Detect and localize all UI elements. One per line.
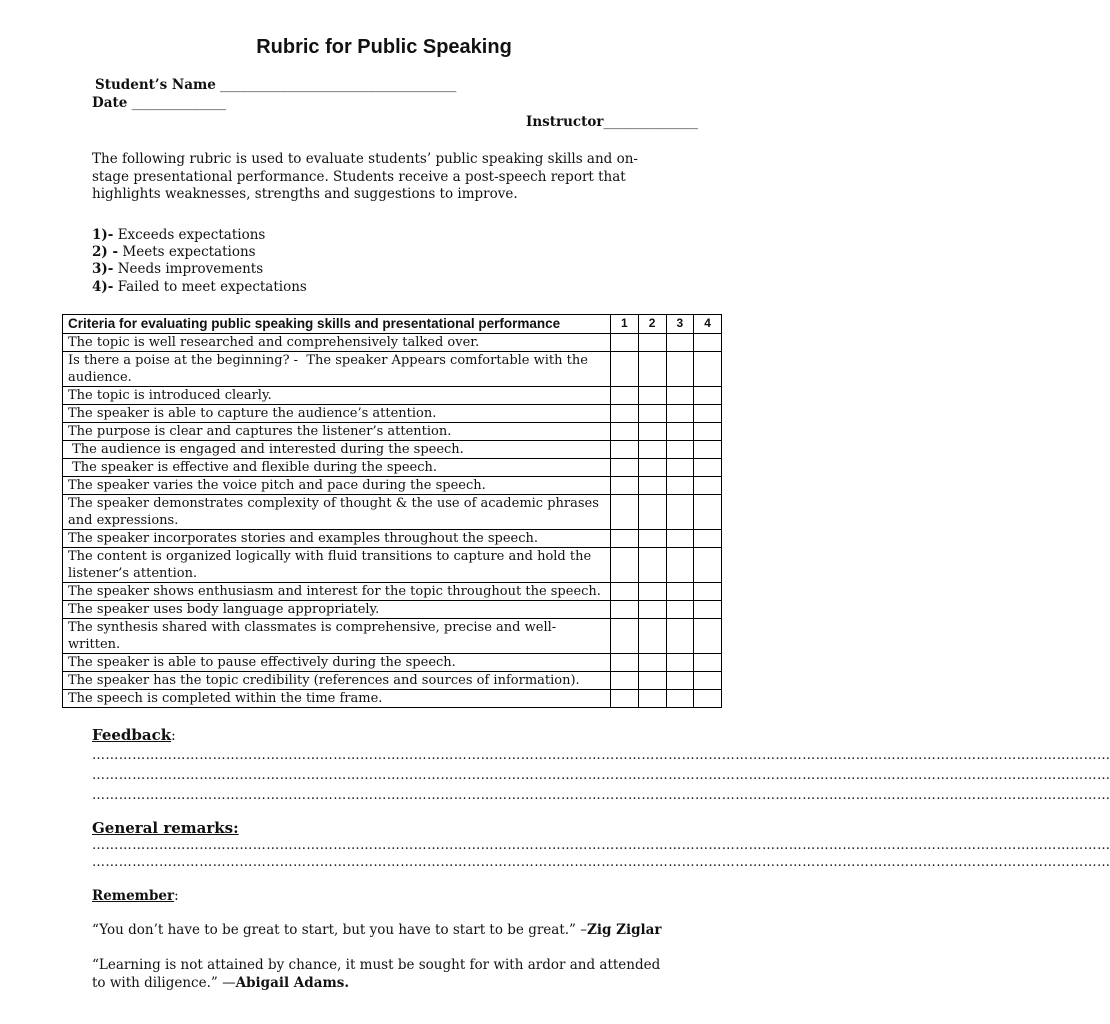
- score-cell-3[interactable]: [666, 334, 694, 352]
- score-cell-1[interactable]: [611, 530, 639, 548]
- score-cell-1[interactable]: [611, 601, 639, 619]
- table-row: [63, 690, 722, 708]
- score-cell-2[interactable]: [638, 441, 666, 459]
- general-remarks-heading: General remarks:: [92, 819, 239, 837]
- criterion-cell: The speaker has the topic credibility (references and sources of information).: [63, 672, 611, 690]
- score-cell-1[interactable]: [611, 548, 639, 583]
- criterion-cell: The speaker shows enthusiasm and interest for the topic throughout the speech.: [63, 583, 611, 601]
- score-cell-3[interactable]: [666, 530, 694, 548]
- instructor-field[interactable]: [526, 114, 698, 130]
- score-cell-1[interactable]: [611, 672, 639, 690]
- score-cell-2[interactable]: [638, 387, 666, 405]
- score-cell-1[interactable]: [611, 387, 639, 405]
- criterion-cell: The audience is engaged and interested during the speech.: [63, 441, 611, 459]
- score-cell-1[interactable]: [611, 690, 639, 708]
- instructor-blank[interactable]: ______________: [603, 114, 698, 130]
- table-row: [63, 654, 722, 672]
- score-cell-3[interactable]: [666, 654, 694, 672]
- table-row: [63, 530, 722, 548]
- score-cell-2[interactable]: [638, 459, 666, 477]
- scale-item: [92, 261, 307, 278]
- score-cell-1[interactable]: [611, 583, 639, 601]
- score-cell-4[interactable]: [694, 441, 722, 459]
- table-row: [63, 423, 722, 441]
- feedback-line[interactable]: …………………………………………………………………………………………………………………………………………………………………………………………………………: [92, 748, 1110, 763]
- table-row: [63, 441, 722, 459]
- score-cell-3[interactable]: [666, 548, 694, 583]
- scale-item: [92, 279, 307, 296]
- score-cell-4[interactable]: [694, 352, 722, 387]
- criterion-cell: The speaker uses body language appropriately.: [63, 601, 611, 619]
- score-cell-3[interactable]: [666, 672, 694, 690]
- scale-text: Failed to meet expectations: [117, 278, 307, 295]
- score-cell-3[interactable]: [666, 352, 694, 387]
- scale-number: 2) -: [92, 244, 119, 261]
- remember-heading: Remember:: [92, 888, 179, 904]
- table-row: [63, 477, 722, 495]
- score-cell-2[interactable]: [638, 672, 666, 690]
- rating-scale: [92, 227, 307, 296]
- scale-number: 1)-: [92, 227, 114, 243]
- scale-text: Needs improvements: [117, 261, 264, 278]
- criterion-cell: The speaker incorporates stories and examples throughout the speech.: [63, 530, 611, 548]
- score-cell-2[interactable]: [638, 352, 666, 387]
- score-cell-3[interactable]: [666, 477, 694, 495]
- score-header: 4: [694, 315, 722, 334]
- score-cell-4[interactable]: [694, 619, 722, 654]
- scale-text: Meets expectations: [122, 244, 256, 261]
- instructor-label: Instructor: [526, 114, 604, 130]
- score-header: 1: [611, 315, 639, 334]
- table-row: [63, 619, 722, 654]
- remarks-line[interactable]: …………………………………………………………………………………………………………………………………………………………………………………………………………: [92, 855, 1110, 870]
- score-cell-4[interactable]: [694, 334, 722, 352]
- table-row: [63, 459, 722, 477]
- score-cell-4[interactable]: [694, 477, 722, 495]
- score-cell-4[interactable]: [694, 459, 722, 477]
- score-cell-1[interactable]: [611, 654, 639, 672]
- score-cell-4[interactable]: [694, 405, 722, 423]
- score-cell-3[interactable]: [666, 387, 694, 405]
- criterion-cell: The speaker is able to capture the audience’s attention.: [63, 405, 611, 423]
- score-cell-2[interactable]: [638, 690, 666, 708]
- table-row: [63, 387, 722, 405]
- criterion-cell: The speaker is able to pause effectively during the speech.: [63, 654, 611, 672]
- score-cell-2[interactable]: [638, 619, 666, 654]
- quote-author: Abigail Adams.: [235, 974, 350, 991]
- score-cell-4[interactable]: [694, 495, 722, 530]
- criterion-cell: The content is organized logically with fluid transitions to capture and hold the listener’s attention.: [63, 548, 611, 583]
- score-cell-3[interactable]: [666, 583, 694, 601]
- score-cell-2[interactable]: [638, 334, 666, 352]
- score-cell-1[interactable]: [611, 477, 639, 495]
- score-cell-1[interactable]: [611, 405, 639, 423]
- quote-author: Zig Ziglar: [587, 922, 662, 938]
- score-cell-2[interactable]: [638, 654, 666, 672]
- feedback-line[interactable]: …………………………………………………………………………………………………………………………………………………………………………………………………………: [92, 768, 1110, 783]
- criterion-cell: The speaker varies the voice pitch and pace during the speech.: [63, 477, 611, 495]
- criterion-cell: The topic is well researched and comprehensively talked over.: [63, 334, 611, 352]
- score-cell-1[interactable]: [611, 352, 639, 387]
- score-cell-2[interactable]: [638, 477, 666, 495]
- table-row: [63, 334, 722, 352]
- score-cell-3[interactable]: [666, 619, 694, 654]
- criteria-header: Criteria for evaluating public speaking skills and presentational performance: [63, 315, 611, 334]
- criterion-cell: The topic is introduced clearly.: [63, 387, 611, 405]
- quote-abigail-adams: “Learning is not attained by chance, it must be sought for with ardor and attended to with diligence.” —Abigail Adams.: [92, 957, 661, 991]
- score-cell-4[interactable]: [694, 601, 722, 619]
- table-row: [63, 601, 722, 619]
- page-title: Rubric for Public Speaking: [256, 36, 512, 58]
- score-cell-2[interactable]: [638, 405, 666, 423]
- score-cell-3[interactable]: [666, 441, 694, 459]
- scale-number: 3)-: [92, 261, 114, 278]
- score-cell-1[interactable]: [611, 619, 639, 654]
- intro-paragraph: The following rubric is used to evaluate students’ public speaking skills and on-stage presentational performance. Students receive a post-speech report that highlights weaknesses, strengths and suggestions to improve.: [92, 151, 638, 202]
- student-name-label: Student’s Name: [95, 77, 216, 93]
- score-cell-1[interactable]: [611, 441, 639, 459]
- criterion-cell: The purpose is clear and captures the listener’s attention.: [63, 423, 611, 441]
- student-name-blank[interactable]: ___________________________________: [220, 77, 457, 93]
- score-cell-1[interactable]: [611, 423, 639, 441]
- feedback-line[interactable]: …………………………………………………………………………………………………………………………………………………………………………………………………………: [92, 788, 1110, 803]
- score-cell-1[interactable]: [611, 334, 639, 352]
- score-cell-3[interactable]: [666, 459, 694, 477]
- score-cell-2[interactable]: [638, 423, 666, 441]
- score-cell-1[interactable]: [611, 459, 639, 477]
- score-cell-3[interactable]: [666, 423, 694, 441]
- date-label: Date: [92, 95, 128, 111]
- criterion-cell: The speech is completed within the time frame.: [63, 690, 611, 708]
- score-cell-4[interactable]: [694, 654, 722, 672]
- student-name-field[interactable]: [95, 77, 456, 93]
- score-cell-3[interactable]: [666, 405, 694, 423]
- date-field[interactable]: [92, 95, 226, 111]
- feedback-heading: Feedback:: [92, 726, 176, 744]
- score-cell-2[interactable]: [638, 601, 666, 619]
- rubric-table: [62, 314, 722, 708]
- table-row: [63, 495, 722, 530]
- score-cell-2[interactable]: [638, 548, 666, 583]
- criterion-cell: Is there a poise at the beginning? - The speaker Appears comfortable with the audience.: [63, 352, 611, 387]
- scale-text: Exceeds expectations: [117, 227, 266, 243]
- scale-item: [92, 244, 307, 261]
- criterion-cell: The synthesis shared with classmates is comprehensive, precise and well-written.: [63, 619, 611, 654]
- score-cell-2[interactable]: [638, 583, 666, 601]
- score-cell-4[interactable]: [694, 387, 722, 405]
- score-cell-4[interactable]: [694, 548, 722, 583]
- score-cell-3[interactable]: [666, 495, 694, 530]
- criterion-cell: The speaker demonstrates complexity of thought & the use of academic phrases and expressions.: [63, 495, 611, 530]
- table-row: [63, 405, 722, 423]
- score-cell-4[interactable]: [694, 423, 722, 441]
- score-header: 2: [638, 315, 666, 334]
- score-cell-2[interactable]: [638, 530, 666, 548]
- score-header: 3: [666, 315, 694, 334]
- score-cell-2[interactable]: [638, 495, 666, 530]
- table-row: [63, 352, 722, 387]
- score-cell-3[interactable]: [666, 601, 694, 619]
- score-cell-4[interactable]: [694, 583, 722, 601]
- score-cell-1[interactable]: [611, 495, 639, 530]
- score-cell-3[interactable]: [666, 690, 694, 708]
- remarks-line[interactable]: …………………………………………………………………………………………………………………………………………………………………………………………………………: [92, 838, 1110, 853]
- score-cell-4[interactable]: [694, 690, 722, 708]
- scale-item: [92, 227, 307, 244]
- table-row: [63, 548, 722, 583]
- table-row: [63, 672, 722, 690]
- score-cell-4[interactable]: [694, 672, 722, 690]
- scale-number: 4)-: [92, 278, 114, 295]
- score-cell-4[interactable]: [694, 530, 722, 548]
- rubric-header-row: [63, 315, 722, 334]
- date-blank[interactable]: ______________: [131, 95, 227, 111]
- table-row: [63, 583, 722, 601]
- quote-zig-ziglar: “You don’t have to be great to start, but you have to start to be great.” –Zig Ziglar: [92, 922, 662, 938]
- criterion-cell: The speaker is effective and flexible during the speech.: [63, 459, 611, 477]
